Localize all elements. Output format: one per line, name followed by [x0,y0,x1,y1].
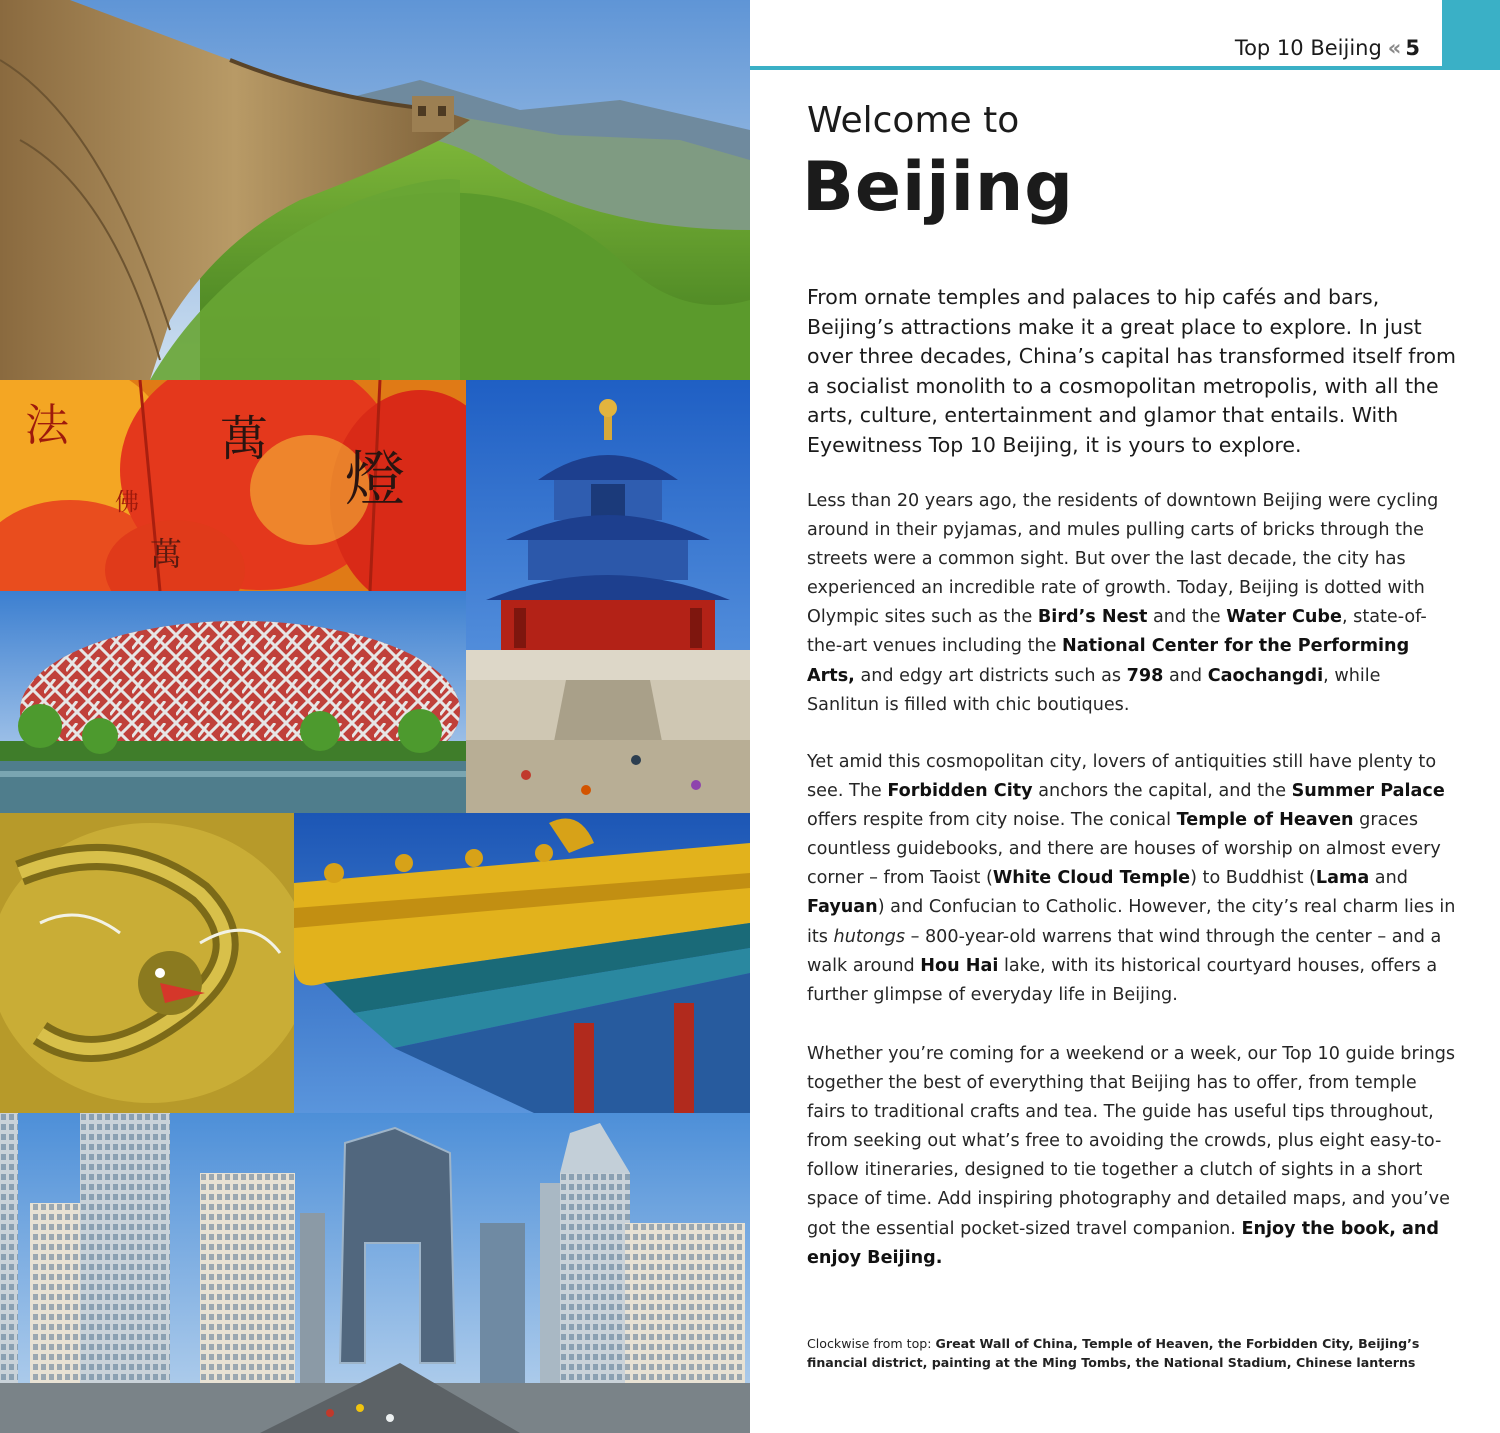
text-run: Whether you’re coming for a weekend or a week, our Top 10 guide brings together the best of everything that Beijing has to offer, from temple fairs to traditional crafts and tea. The guide has useful tips throughout, from seeking out what’s free to avoiding the crowds, plus eight easy-to-follow itineraries, designed to tie together a clutch of sights in a short space of time. Add inspiring photography and detailed maps, and you’ve got the essential pocket-sized travel companion. [807,1044,1456,1239]
forbidden-city-roof-photo [294,813,750,1113]
intro-paragraph: From ornate temples and palaces to hip cafés and bars, Beijing’s attractions make it a great place to explore. In just over three decades, China’s capital has transformed itself from a socialist monolith to a cosmopolitan metropolis, with all the arts, culture, entertainment and glamor that entails. With Eyewitness Top 10 Beijing, it is yours to explore. [807,285,1456,457]
bold-term: Fayuan [807,897,878,918]
text-run: – 800-year-old warrens that wind through the center – and a walk around [807,926,1442,976]
text-run: , state-of-the-art venues including the [807,607,1427,657]
body-paragraph-1 [807,487,1457,720]
text-run: and the [1147,607,1227,628]
body-paragraph-2 [807,748,1457,1010]
text-run: anchors the capital, and the [1032,781,1292,802]
bold-term: Water Cube [1226,607,1342,628]
page-tab [1442,0,1500,70]
dragon-painting-photo [0,813,294,1113]
bold-term: Enjoy the book, and enjoy Beijing. [807,1218,1440,1268]
bold-term: Bird’s Nest [1037,607,1148,628]
bold-term: Hou Hai [920,955,999,976]
page-title: Beijing [802,148,1074,227]
heading-welcome: Welcome to [807,100,1020,141]
body-paragraph-3 [807,1040,1457,1273]
lantern-char-2: 萬 [220,411,269,467]
great-wall-photo [0,0,750,380]
text-run: and [1369,868,1408,889]
lantern-char-5: 萬 [150,535,183,573]
text-run: and [1163,665,1208,686]
bold-term: Caochangdi [1207,665,1324,686]
bold-term: Forbidden City [887,781,1033,802]
page-number: 5 [1405,36,1420,60]
chevron-left-icon: « [1387,36,1400,60]
financial-district-photo [0,1113,750,1433]
national-stadium-photo [0,591,466,813]
running-head [1235,36,1420,60]
text-run: Clockwise from top: [807,1336,936,1351]
text-run: ) to Buddhist ( [1190,868,1316,889]
lantern-char-3: 燈 [345,445,405,515]
book-title: Top 10 Beijing [1234,36,1382,60]
text-run: lake, with its historical courtyard houses, offers a further glimpse of everyday life in Beijing. [807,955,1438,1005]
text-run: and edgy art districts such as [854,665,1127,686]
bold-term: National Center for the Performing Arts, [807,636,1410,686]
chinese-lanterns-photo [0,380,466,591]
photo-caption [807,1334,1457,1372]
text-page [750,0,1500,1433]
bold-term: Lama [1315,868,1370,889]
italic-term: hutongs [833,926,905,947]
text-run: Less than 20 years ago, the residents of downtown Beijing were cycling around in their pyjamas, and mules pulling carts of bricks through the streets were a common sight. But over the last decade, the city has experienced an incredible rate of growth. Today, Beijing is dotted with Olympic sites such as the [807,491,1439,628]
bold-term: Temple of Heaven [1176,810,1354,831]
bold-term: Great Wall of China, Temple of Heaven, the Forbidden City, Beijing’s financial district, painting at the Ming Tombs, the National Stadium, Chinese lanterns [807,1336,1420,1370]
bold-term: White Cloud Temple [992,868,1191,889]
text-run: Yet amid this cosmopolitan city, lovers of antiquities still have plenty to see. The [807,752,1437,802]
lantern-char-1: 法 [25,400,69,451]
temple-of-heaven-photo [466,380,750,813]
text-run: offers respite from city noise. The conical [807,810,1177,831]
bold-term: 798 [1126,665,1164,686]
text-run: ) and Confucian to Catholic. However, the city’s real charm lies in its [807,897,1456,947]
text-run: graces countless guidebooks, and there are houses of worship on almost every corner – from Taoist ( [807,810,1441,889]
text-run: , while Sanlitun is filled with chic boutiques. [807,665,1381,715]
bold-term: Summer Palace [1291,781,1445,802]
lantern-char-4: 佛 [115,488,139,516]
